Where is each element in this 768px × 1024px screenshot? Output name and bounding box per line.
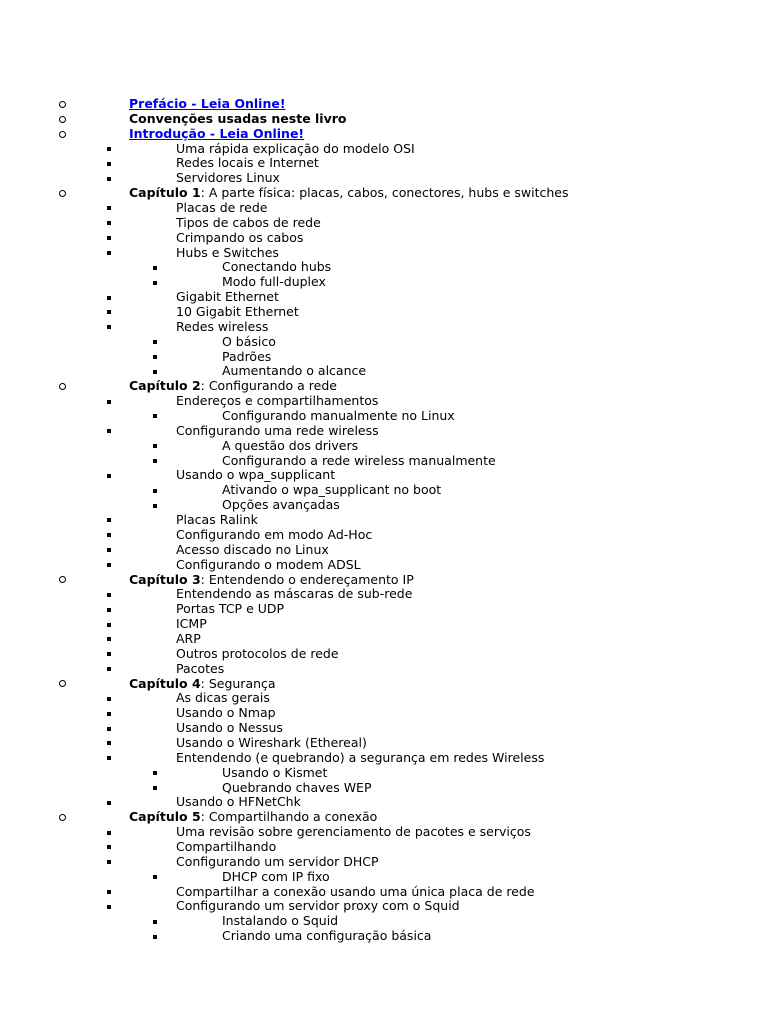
- toc-item-label: Placas Ralink: [176, 512, 258, 528]
- toc-item: [0, 305, 768, 320]
- square-bullet-icon: [107, 320, 111, 335]
- toc-item: [0, 439, 768, 454]
- toc-item-label: Configurando um servidor proxy com o Squid: [176, 898, 460, 914]
- toc-item: [0, 736, 768, 751]
- chapter-number: Capítulo 3: [129, 571, 201, 587]
- square-bullet-icon: [107, 171, 111, 186]
- toc-item-label: Configurando em modo Ad-Hoc: [176, 526, 373, 542]
- chapter-number: Capítulo 5: [129, 809, 201, 825]
- toc-item: [0, 216, 768, 231]
- toc-item-label: Uma rápida explicação do modelo OSI: [176, 140, 415, 156]
- circle-bullet-icon: [59, 677, 66, 692]
- square-bullet-icon: [107, 246, 111, 261]
- chapter-subtitle: : Segurança: [200, 675, 276, 691]
- toc-item-label: ARP: [176, 630, 201, 646]
- square-bullet-icon: [107, 855, 111, 870]
- toc-item: [0, 394, 768, 409]
- table-of-contents: [0, 97, 768, 944]
- toc-item: [0, 662, 768, 677]
- toc-item-label: As dicas gerais: [176, 690, 270, 706]
- toc-item: [0, 454, 768, 469]
- toc-item: [0, 112, 768, 127]
- toc-item: [0, 825, 768, 840]
- toc-item-label: Aumentando o alcance: [222, 363, 367, 379]
- toc-item-label: Crimpando os cabos: [176, 229, 304, 245]
- toc-item-label: DHCP com IP fixo: [222, 868, 330, 884]
- square-bullet-icon: [153, 335, 157, 350]
- square-bullet-icon: [153, 498, 157, 513]
- toc-item[interactable]: [0, 97, 768, 112]
- toc-item: [0, 929, 768, 944]
- toc-item: [0, 573, 768, 588]
- toc-item-label: Usando o Wireshark (Ethereal): [176, 734, 367, 750]
- toc-item: [0, 498, 768, 513]
- circle-bullet-icon: [59, 112, 66, 127]
- square-bullet-icon: [107, 468, 111, 483]
- toc-item: [0, 870, 768, 885]
- square-bullet-icon: [107, 632, 111, 647]
- toc-item-label: Tipos de cabos de rede: [176, 214, 321, 230]
- toc-item-label: Configurando manualmente no Linux: [222, 408, 455, 424]
- chapter-title: [129, 677, 276, 692]
- chapter-title: [129, 573, 414, 588]
- square-bullet-icon: [107, 587, 111, 602]
- toc-item-label: Compartilhando: [176, 838, 277, 854]
- toc-item-label: Entendendo as máscaras de sub-rede: [176, 586, 413, 602]
- square-bullet-icon: [107, 662, 111, 677]
- toc-item: [0, 677, 768, 692]
- toc-item: [0, 409, 768, 424]
- square-bullet-icon: [107, 706, 111, 721]
- square-bullet-icon: [107, 156, 111, 171]
- square-bullet-icon: [107, 721, 111, 736]
- toc-item-label: Usando o Nessus: [176, 720, 283, 736]
- toc-item-label: Padrões: [222, 348, 272, 364]
- chapter-number: Capítulo 4: [129, 675, 201, 691]
- circle-bullet-icon: [59, 379, 66, 394]
- square-bullet-icon: [107, 216, 111, 231]
- square-bullet-icon: [153, 781, 157, 796]
- toc-item: [0, 781, 768, 796]
- square-bullet-icon: [107, 647, 111, 662]
- toc-item-label: ICMP: [176, 616, 207, 632]
- toc-item: [0, 142, 768, 157]
- square-bullet-icon: [107, 424, 111, 439]
- toc-link[interactable]: Introdução - Leia Online!: [129, 125, 305, 141]
- toc-item-label: Ativando o wpa_supplicant no boot: [222, 482, 442, 498]
- square-bullet-icon: [153, 350, 157, 365]
- square-bullet-icon: [107, 840, 111, 855]
- toc-item-label: Redes locais e Internet: [176, 155, 319, 171]
- toc-item-label: O básico: [222, 333, 276, 349]
- toc-item: [0, 632, 768, 647]
- toc-item: [0, 691, 768, 706]
- toc-item-label: 10 Gigabit Ethernet: [176, 304, 299, 320]
- toc-item-label: Conectando hubs: [222, 259, 332, 275]
- toc-item-label: Usando o HFNetChk: [176, 794, 301, 810]
- toc-item: [0, 751, 768, 766]
- toc-link[interactable]: Prefácio - Leia Online!: [129, 96, 286, 111]
- toc-item-label: Portas TCP e UDP: [176, 601, 285, 617]
- square-bullet-icon: [107, 885, 111, 900]
- square-bullet-icon: [107, 691, 111, 706]
- toc-item-label: Servidores Linux: [176, 170, 280, 186]
- square-bullet-icon: [153, 364, 157, 379]
- toc-item-label: Redes wireless: [176, 318, 269, 334]
- toc-item-label: Pacotes: [176, 660, 225, 676]
- toc-item-label: Quebrando chaves WEP: [222, 779, 372, 795]
- square-bullet-icon: [107, 736, 111, 751]
- square-bullet-icon: [153, 914, 157, 929]
- square-bullet-icon: [153, 409, 157, 424]
- square-bullet-icon: [107, 825, 111, 840]
- toc-item-label: Opções avançadas: [222, 497, 340, 513]
- square-bullet-icon: [107, 290, 111, 305]
- toc-item-label: Configurando um servidor DHCP: [176, 853, 379, 869]
- toc-item-label: Acesso discado no Linux: [176, 541, 329, 557]
- toc-item: [0, 156, 768, 171]
- chapter-subtitle: : Configurando a rede: [200, 378, 337, 394]
- toc-item: [0, 617, 768, 632]
- square-bullet-icon: [153, 870, 157, 885]
- square-bullet-icon: [107, 394, 111, 409]
- toc-item: [0, 260, 768, 275]
- toc-item: [0, 320, 768, 335]
- circle-bullet-icon: [59, 186, 66, 201]
- toc-item-label: Instalando o Squid: [222, 913, 339, 929]
- chapter-subtitle: : Entendendo o endereçamento IP: [200, 571, 414, 587]
- toc-item: [0, 766, 768, 781]
- toc-item: [0, 350, 768, 365]
- toc-item-label: Uma revisão sobre gerenciamento de pacotes e serviços: [176, 824, 531, 840]
- toc-item-label: Usando o Kismet: [222, 764, 328, 780]
- toc-item: [0, 528, 768, 543]
- toc-item: [0, 840, 768, 855]
- toc-item: [0, 513, 768, 528]
- toc-item: [0, 647, 768, 662]
- toc-item: [0, 379, 768, 394]
- circle-bullet-icon: [59, 810, 66, 825]
- chapter-title: [129, 186, 568, 201]
- toc-item: [0, 602, 768, 617]
- square-bullet-icon: [153, 766, 157, 781]
- toc-item-label: Outros protocolos de rede: [176, 645, 339, 661]
- square-bullet-icon: [153, 454, 157, 469]
- chapter-number: Capítulo 1: [129, 185, 201, 201]
- toc-item: [0, 171, 768, 186]
- toc-item: [0, 483, 768, 498]
- square-bullet-icon: [153, 439, 157, 454]
- toc-item: [0, 246, 768, 261]
- square-bullet-icon: [107, 899, 111, 914]
- square-bullet-icon: [107, 795, 111, 810]
- toc-item-label: Usando o Nmap: [176, 705, 276, 721]
- toc-item: [0, 364, 768, 379]
- toc-item: [0, 587, 768, 602]
- toc-heading: Convenções usadas neste livro: [129, 110, 347, 126]
- toc-item: [0, 558, 768, 573]
- toc-item-label: Hubs e Switches: [176, 244, 279, 260]
- toc-item: [0, 899, 768, 914]
- toc-item-label: Configurando a rede wireless manualmente: [222, 452, 496, 468]
- circle-bullet-icon: [59, 573, 66, 588]
- toc-item-label: Criando uma configuração básica: [222, 928, 432, 944]
- square-bullet-icon: [107, 142, 111, 157]
- square-bullet-icon: [107, 543, 111, 558]
- toc-item: [0, 914, 768, 929]
- square-bullet-icon: [107, 617, 111, 632]
- toc-item: [0, 795, 768, 810]
- toc-item: [0, 231, 768, 246]
- toc-item-label: Compartilhar a conexão usando uma única placa de rede: [176, 883, 535, 899]
- toc-item-label: Modo full-duplex: [222, 274, 326, 290]
- chapter-title: [129, 379, 337, 394]
- toc-item-label: Usando o wpa_supplicant: [176, 467, 336, 483]
- circle-bullet-icon: [59, 97, 66, 112]
- toc-item: [0, 468, 768, 483]
- toc-item-label: Endereços e compartilhamentos: [176, 393, 379, 409]
- square-bullet-icon: [107, 305, 111, 320]
- toc-item: [0, 810, 768, 825]
- square-bullet-icon: [107, 201, 111, 216]
- toc-item: [0, 885, 768, 900]
- chapter-subtitle: : A parte física: placas, cabos, conectores, hubs e switches: [200, 185, 569, 201]
- toc-item: [0, 335, 768, 350]
- chapter-subtitle: : Compartilhando a conexão: [200, 809, 378, 825]
- toc-item: [0, 543, 768, 558]
- square-bullet-icon: [107, 513, 111, 528]
- square-bullet-icon: [153, 275, 157, 290]
- toc-item: [0, 186, 768, 201]
- toc-item: [0, 290, 768, 305]
- square-bullet-icon: [153, 260, 157, 275]
- toc-item: [0, 201, 768, 216]
- toc-item-label: Configurando o modem ADSL: [176, 556, 361, 572]
- toc-item: [0, 721, 768, 736]
- toc-item: [0, 706, 768, 721]
- toc-item[interactable]: [0, 127, 768, 142]
- toc-item-label: A questão dos drivers: [222, 437, 359, 453]
- square-bullet-icon: [107, 751, 111, 766]
- toc-item: [0, 424, 768, 439]
- toc-item: [0, 855, 768, 870]
- square-bullet-icon: [107, 558, 111, 573]
- chapter-title: [129, 810, 377, 825]
- toc-item-label: Entendendo (e quebrando) a segurança em redes Wireless: [176, 749, 545, 765]
- square-bullet-icon: [107, 602, 111, 617]
- chapter-number: Capítulo 2: [129, 378, 201, 394]
- square-bullet-icon: [153, 929, 157, 944]
- toc-item-label: Placas de rede: [176, 200, 268, 216]
- toc-item: [0, 275, 768, 290]
- toc-item-label: Configurando uma rede wireless: [176, 422, 379, 438]
- square-bullet-icon: [107, 231, 111, 246]
- toc-item-label: Gigabit Ethernet: [176, 289, 279, 305]
- circle-bullet-icon: [59, 127, 66, 142]
- square-bullet-icon: [153, 483, 157, 498]
- square-bullet-icon: [107, 528, 111, 543]
